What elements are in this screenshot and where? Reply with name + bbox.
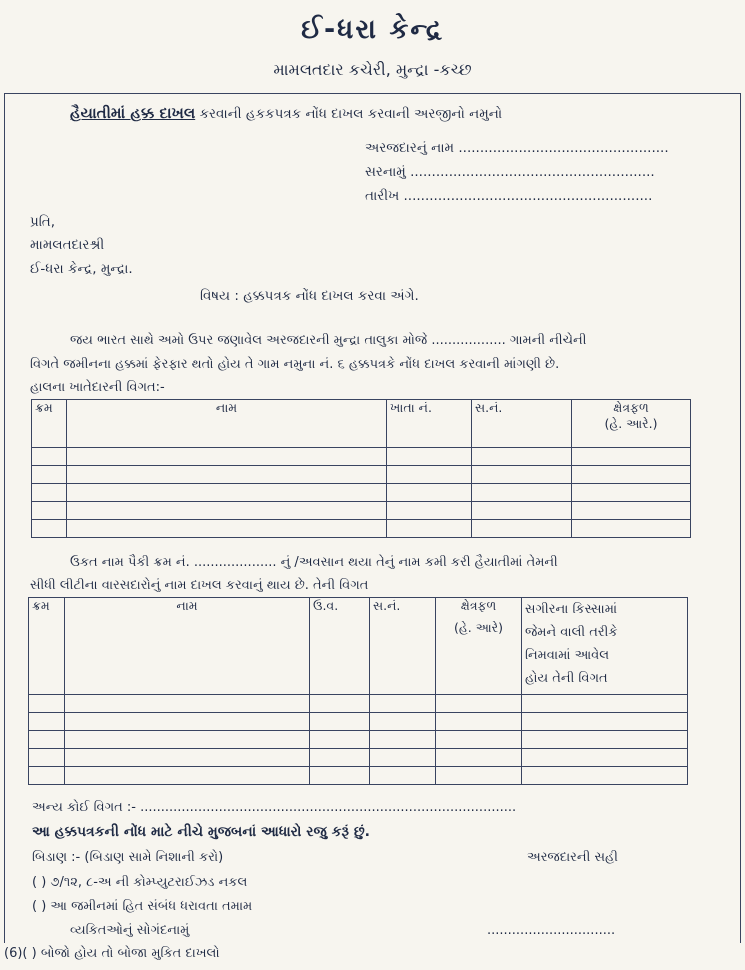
attachment-item-encumbrance[interactable]: (6)( ) બોજો હોય તો બોજા મુકિત દાખલો <box>4 946 220 961</box>
form-heading-underlined: હૈયાતીમાં હક્ક દાખલ <box>70 104 196 122</box>
table-row[interactable] <box>29 767 688 785</box>
guardian-header-line-1: સગીરના કિસ્સામાં <box>525 602 618 617</box>
form-border-right <box>740 93 741 943</box>
table-row[interactable] <box>32 484 691 502</box>
date-field[interactable]: તારીખ .......................................................... <box>365 188 653 204</box>
area-label: ક્ષેત્રફળ <box>613 400 649 415</box>
request-paragraph-line-2: વિગતે જમીનના હક્કમાં ફેરફાર થતો હોય તે ગામ નમુના નં. ૬ હક્કપત્રકે નોંધ દાખલ કરવાની માંગણી છે. <box>30 357 560 372</box>
attachment-item-affidavit[interactable]: ( ) આ જમીનમાં હિત સંબંધ ધરાવતા તમામ <box>32 899 253 914</box>
table-row[interactable] <box>32 502 691 520</box>
guardian-header-line-4: હોય તેની વિગત <box>525 671 608 686</box>
area-label: ક્ષેત્રફળ <box>460 598 497 613</box>
col-serial: ક્રમ <box>29 598 65 695</box>
form-border-top <box>4 93 741 94</box>
request-paragraph-line-1: જય ભારત સાથે અમો ઉપર જણાવેલ અરજદારની મુન્દ્રા તાલુકા મોજે .................. ગામની નીચેની <box>70 333 587 348</box>
heirs-table <box>28 597 688 785</box>
office-subtitle: મામલતદાર કચેરી, મુન્દ્રા -કચ્છ <box>273 60 472 79</box>
col-area <box>436 598 522 695</box>
table-row[interactable] <box>29 749 688 767</box>
col-survey-no: સ.નં. <box>370 598 436 695</box>
current-holder-table <box>31 399 691 538</box>
col-age: ઉ.વ. <box>310 598 370 695</box>
attachment-item-affidavit-cont: વ્યકિતઓનું સોગંદનામું <box>70 923 190 938</box>
form-heading-rest: કરવાની હકકપત્રક નોંધ દાખલ કરવાની અરજીનો નમુનો <box>199 106 503 122</box>
area-unit-label: (હે. આરે) <box>454 620 503 635</box>
table-header-row <box>32 400 691 448</box>
col-guardian <box>522 598 688 695</box>
heirs-paragraph-line-1: ઉકત નામ પૈકી ક્રમ નં. .................... નું /અવસાન થયા તેનું નામ કમી કરી હૈયાતીમાં તેમની <box>70 555 558 570</box>
form-border-left <box>4 93 5 943</box>
form-heading <box>70 104 502 122</box>
table-row[interactable] <box>32 520 691 538</box>
col-name: નામ <box>67 400 387 448</box>
table-header-row <box>29 598 688 695</box>
recipient-line-1: મામલતદારશ્રી <box>30 237 105 253</box>
col-area <box>572 400 691 448</box>
recipient-line-2: ઈ-ધરા કેન્દ્ર, મુન્દ્રા. <box>30 261 133 277</box>
heirs-paragraph-line-2: સીધી લીટીના વારસદારોનું નામ દાખલ કરવાનું થાય છે. તેની વિગત <box>30 578 369 593</box>
evidence-statement: આ હક્કપત્રકની નોંધ માટે નીચે મુજબનાં આધારો રજુ કરૂં છું. <box>32 824 370 840</box>
current-holder-label: હાલના ખાતેદારની વિગત:- <box>30 380 165 395</box>
col-account-no: ખાતા નં. <box>387 400 472 448</box>
guardian-header-line-2: જેમને વાલી તરીકે <box>525 625 618 640</box>
signature-line[interactable]: ............................... <box>487 923 616 938</box>
table-row[interactable] <box>32 466 691 484</box>
area-unit-label: (હે. આરે.) <box>604 416 658 431</box>
attachments-label: બિડાણ :- (બિડાણ સામે નિશાની કરો) <box>32 850 224 865</box>
table-row[interactable] <box>29 695 688 713</box>
subject-line: વિષય : હક્કપત્રક નોંધ દાખલ કરવા અંગે. <box>200 288 419 304</box>
attachment-item-land-record[interactable]: ( ) ૭/૧૨, ૮-અ ની કોમ્પ્યુટરાઈઝડ નકલ <box>32 875 248 890</box>
address-field[interactable]: સરનામું ......................................................... <box>365 164 655 180</box>
other-details-field[interactable]: અન્ય કોઈ વિગત :- ........................................................................................... <box>32 800 517 815</box>
col-survey-no: સ.નં. <box>472 400 572 448</box>
table-row[interactable] <box>32 448 691 466</box>
table-row[interactable] <box>29 731 688 749</box>
table-row[interactable] <box>29 713 688 731</box>
applicant-signature-label: અરજદારની સહી <box>527 850 618 865</box>
col-name: નામ <box>65 598 310 695</box>
applicant-name-field[interactable]: અરજદારનું નામ ................................................. <box>365 140 669 156</box>
guardian-header-line-3: નિમવામાં આવેલ <box>525 648 610 663</box>
office-title: ઈ-ધરા કેન્દ્ર <box>301 14 444 45</box>
col-serial: ક્રમ <box>32 400 67 448</box>
to-label: પ્રતિ, <box>30 214 56 230</box>
